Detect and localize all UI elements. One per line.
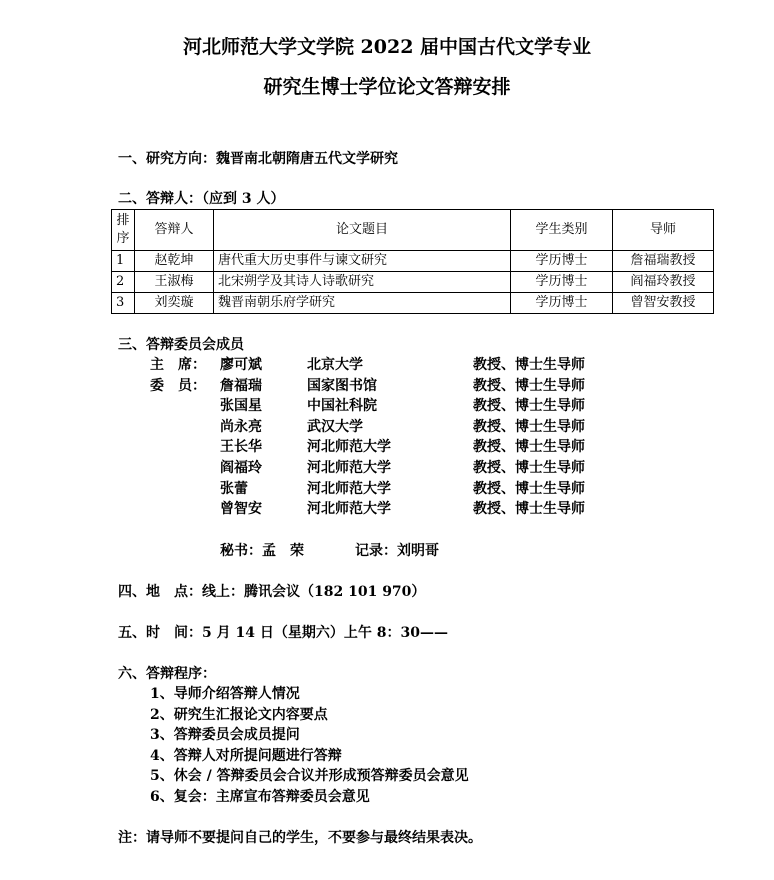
title-line-2: 研究生博士学位论文答辩安排 bbox=[263, 76, 511, 98]
header-advisor: 导师 bbox=[613, 210, 714, 251]
candidates-table bbox=[111, 209, 714, 314]
member-role: 委 员： bbox=[150, 377, 206, 394]
header-order: 排序 bbox=[112, 210, 135, 251]
cell-order: 1 bbox=[112, 251, 135, 272]
member-unit: 武汉大学 bbox=[307, 418, 363, 435]
member-unit: 北京大学 bbox=[307, 357, 363, 373]
cell-candidate: 赵乾坤 bbox=[135, 251, 214, 272]
member-role: 主 席： bbox=[150, 357, 206, 373]
section-committee: 三、答辩委员会成员 bbox=[118, 337, 244, 353]
procedure-step: 1、导师介绍答辩人情况 bbox=[150, 686, 300, 702]
cell-type: 学历博士 bbox=[511, 272, 613, 293]
table-row bbox=[112, 293, 714, 314]
member-unit: 中国社科院 bbox=[307, 398, 377, 415]
member-title: 教授、博士生导师 bbox=[473, 398, 585, 415]
cell-candidate: 王淑梅 bbox=[135, 272, 214, 293]
member-title: 教授、博士生导师 bbox=[473, 357, 585, 373]
header-type: 学生类别 bbox=[511, 210, 613, 251]
title-line-1: 河北师范大学文学院 2022 届中国古代文学专业 bbox=[182, 36, 592, 58]
table-header bbox=[112, 210, 714, 251]
header-candidate: 答辩人 bbox=[135, 210, 214, 251]
member-unit: 河北师范大学 bbox=[307, 439, 391, 456]
member-unit: 国家图书馆 bbox=[307, 377, 377, 394]
member-unit: 河北师范大学 bbox=[307, 501, 391, 518]
member-title: 教授、博士生导师 bbox=[473, 460, 585, 476]
cell-advisor: 阎福玲教授 bbox=[613, 272, 714, 293]
secretary: 秘书：孟 荣 bbox=[220, 543, 304, 559]
member-name: 阎福玲 bbox=[220, 460, 262, 476]
procedure-step: 4、答辩人对所提问题进行答辩 bbox=[150, 747, 342, 764]
member-name: 尚永亮 bbox=[220, 418, 262, 435]
member-title: 教授、博士生导师 bbox=[473, 439, 585, 456]
member-unit: 河北师范大学 bbox=[307, 460, 391, 476]
member-title: 教授、博士生导师 bbox=[473, 480, 585, 497]
member-title: 教授、博士生导师 bbox=[473, 418, 585, 435]
procedure-step: 6、复会：主席宣布答辩委员会意见 bbox=[150, 789, 370, 805]
cell-type: 学历博士 bbox=[511, 293, 613, 314]
table-row bbox=[112, 251, 714, 272]
member-name: 曾智安 bbox=[220, 501, 262, 518]
cell-thesis: 北宋朔学及其诗人诗歌研究 bbox=[214, 272, 511, 293]
member-name: 张蕾 bbox=[220, 480, 248, 497]
section-candidates: 二、答辩人：（应到 3 人） bbox=[118, 191, 285, 207]
note: 注：请导师不要提问自己的学生，不要参与最终结果表决。 bbox=[118, 830, 482, 846]
section-procedure: 六、答辩程序： bbox=[118, 666, 216, 682]
member-unit: 河北师范大学 bbox=[307, 480, 391, 497]
member-name: 詹福瑞 bbox=[220, 377, 262, 394]
member-title: 教授、博士生导师 bbox=[473, 377, 585, 394]
recorder: 记录：刘明哥 bbox=[355, 543, 439, 559]
cell-type: 学历博士 bbox=[511, 251, 613, 272]
member-name: 王长华 bbox=[220, 439, 262, 456]
procedure-step: 5、休会 / 答辩委员会合议并形成预答辩委员会意见 bbox=[150, 768, 469, 785]
cell-thesis: 魏晋南朝乐府学研究 bbox=[214, 293, 511, 314]
cell-candidate: 刘奕璇 bbox=[135, 293, 214, 314]
procedure-step: 2、研究生汇报论文内容要点 bbox=[150, 706, 328, 723]
section-research-direction: 一、研究方向：魏晋南北朝隋唐五代文学研究 bbox=[118, 151, 398, 167]
member-name: 张国星 bbox=[220, 398, 262, 415]
section-time: 五、时 间：5 月 14 日（星期六）上午 8：30—— bbox=[118, 625, 448, 641]
member-name: 廖可斌 bbox=[220, 357, 262, 373]
table-row bbox=[112, 272, 714, 293]
procedure-step: 3、答辩委员会成员提问 bbox=[150, 727, 300, 744]
cell-order: 3 bbox=[112, 293, 135, 314]
cell-thesis: 唐代重大历史事件与谏文研究 bbox=[214, 251, 511, 272]
section-location: 四、地 点：线上：腾讯会议（182 101 970） bbox=[118, 584, 426, 600]
cell-advisor: 詹福瑞教授 bbox=[613, 251, 714, 272]
cell-order: 2 bbox=[112, 272, 135, 293]
cell-advisor: 曾智安教授 bbox=[613, 293, 714, 314]
header-thesis: 论文题目 bbox=[214, 210, 511, 251]
member-title: 教授、博士生导师 bbox=[473, 501, 585, 518]
